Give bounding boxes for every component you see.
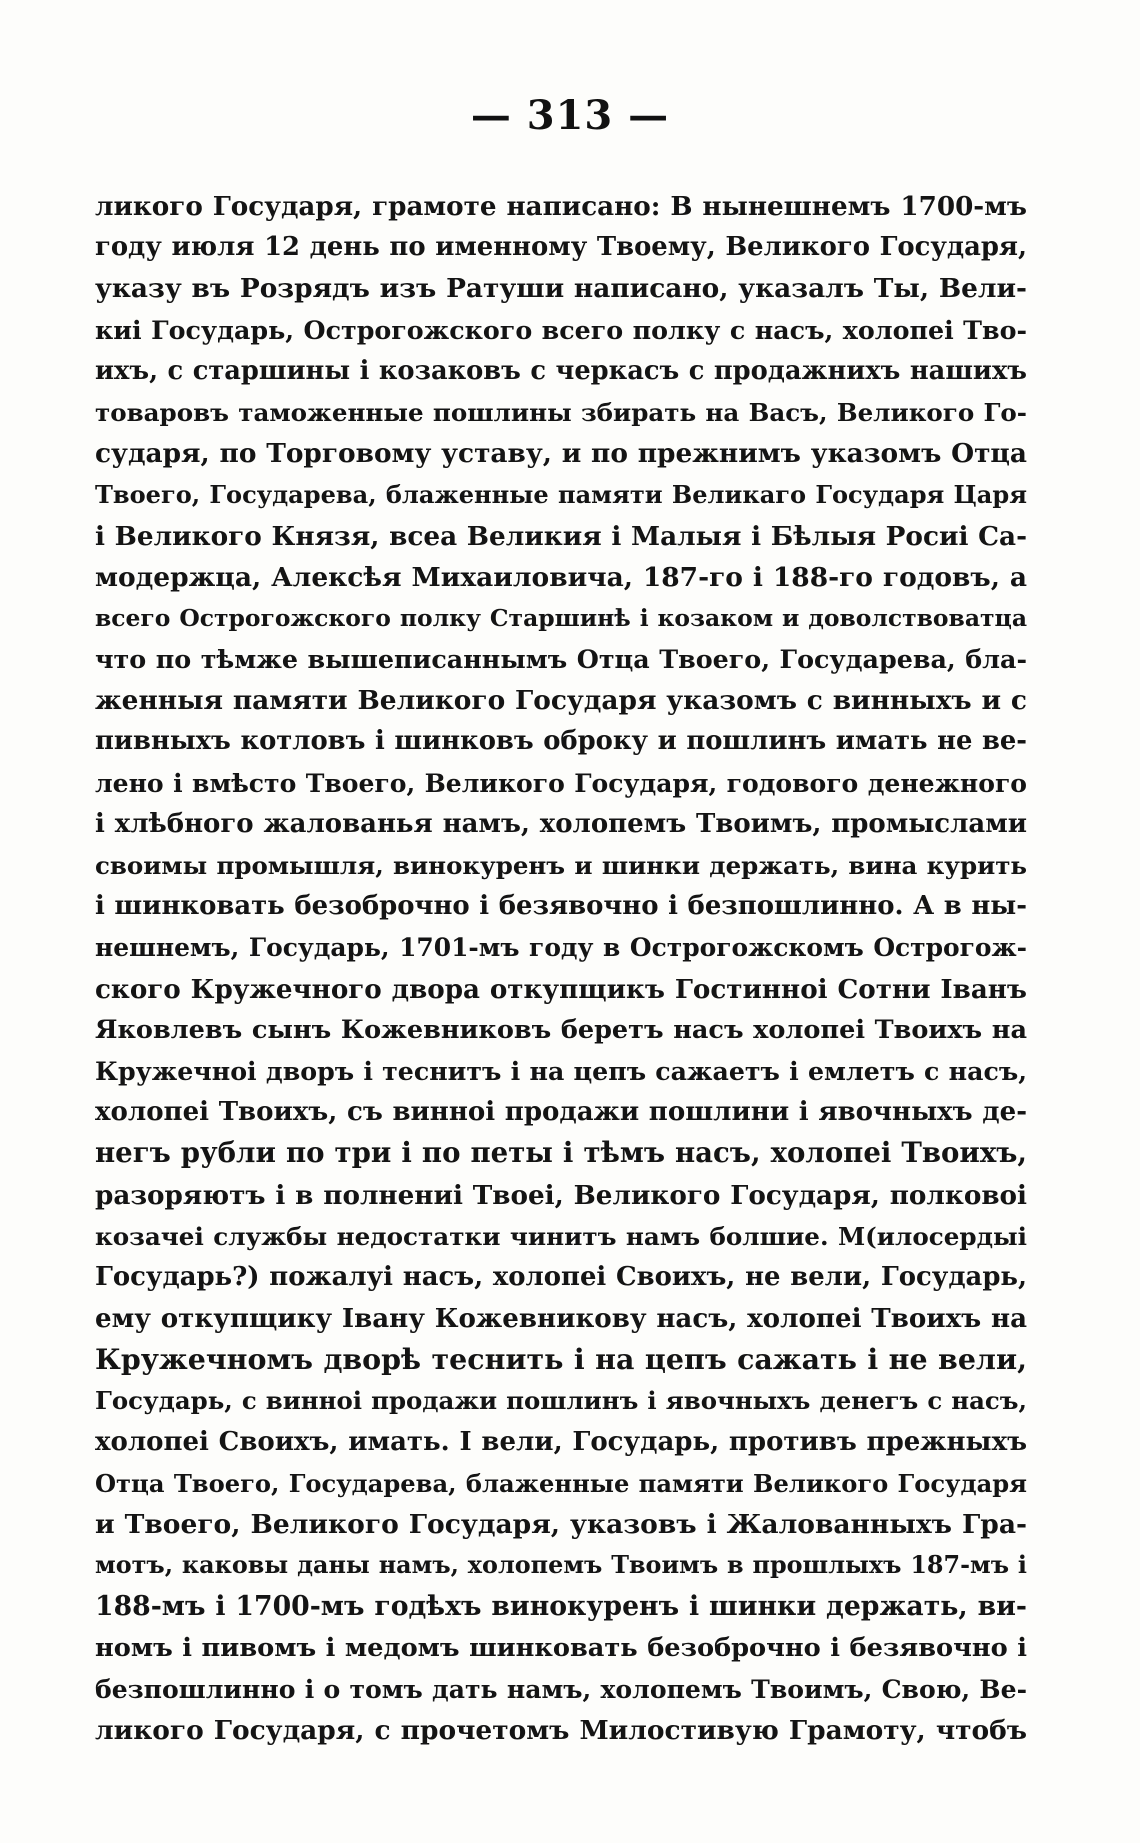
text-line: і шинковать безоброчно і безявочно і безпошлинно. А в ны- — [95, 891, 1027, 922]
text-line: киі Государь, Острогожского всего полку с насъ, холопеі Тво- — [95, 314, 1027, 345]
text-line: ликого Государя, грамоте написано: В нынешнемъ 1700-мъ — [95, 191, 1027, 222]
text-line: Твоего, Государева, блаженные памяти Великаго Государя Царя — [95, 480, 1027, 510]
text-line: ихъ, с старшины і козаковъ с черкасъ с продажнихъ нашихъ — [95, 355, 1027, 386]
text-line: сударя, по Торговому уставу, и по прежнимъ указомъ Отца — [95, 438, 1027, 470]
text-line: ему откупщику Івану Кожевникову насъ, холопеі Твоихъ на — [95, 1303, 1027, 1335]
page-number: — 313 — — [470, 92, 670, 139]
text-line: своимы промышля, винокуренъ и шинки держать, вина курить — [95, 851, 1027, 880]
text-line: холопеі Твоихъ, съ винноі продажи пошлини і явочныхъ де- — [95, 1097, 1027, 1128]
text-line: і хлѣбного жалованья намъ, холопемъ Твоимъ, промыслами — [95, 808, 1027, 839]
text-line: пивныхъ котловъ і шинковъ оброку и пошлинъ имать не ве- — [95, 726, 1027, 757]
text-line: модержца, Алексѣя Михаиловича, 187-го і 188-го годовъ, а — [95, 561, 1027, 593]
text-line: безпошлинно і о томъ дать намъ, холопемъ Твоимъ, Свою, Ве- — [95, 1673, 1027, 1704]
text-line: разоряютъ і в полнениі Твоеі, Великого Государя, полковоі — [95, 1179, 1027, 1211]
text-line: мотъ, каковы даны намъ, холопемъ Твоимъ в прошлыхъ 187-мъ і — [95, 1551, 1027, 1580]
text-line: нешнемъ, Государь, 1701-мъ году в Острогожскомъ Острогож- — [95, 933, 1027, 963]
text-line: указу въ Розрядъ изъ Ратуши написано, указалъ Ты, Вели- — [95, 273, 1027, 305]
text-line: всего Острогожского полку Старшинѣ і козаком и доволствоватца — [95, 603, 1027, 632]
text-line: товаровъ таможенные пошлины збирать на Васъ, Великого Го- — [95, 397, 1027, 427]
text-line: 188-мъ і 1700-мъ годѣхъ винокуренъ і шинки держать, ви- — [95, 1591, 1027, 1623]
text-line: году июля 12 день по именному Твоему, Великого Государя, — [95, 232, 1027, 263]
text-line: лено і вмѣсто Твоего, Великого Государя, годового денежного — [95, 767, 1027, 798]
body-text — [95, 186, 1027, 1751]
text-line: и Твоего, Великого Государя, указовъ і Жалованныхъ Гра- — [95, 1509, 1027, 1540]
text-line: холопеі Своихъ, имать. І вели, Государь, противъ прежныхъ — [95, 1426, 1027, 1457]
text-line: Кружечноі дворъ і теснитъ і на цепъ сажаетъ і емлетъ с насъ, — [95, 1055, 1027, 1086]
text-line: Государь?) пожалуі насъ, холопеі Своихъ, не вели, Государь, — [95, 1261, 1027, 1292]
text-line: номъ і пивомъ і медомъ шинковать безоброчно і безявочно і — [95, 1632, 1027, 1663]
text-line: ского Кружечного двора откупщикъ Гостинноі Сотни Іванъ — [95, 973, 1027, 1005]
text-line: ликого Государя, с прочетомъ Милостивую Грамоту, чтобъ — [95, 1714, 1027, 1746]
text-line: женныя памяти Великого Государя указомъ с винныхъ и с — [95, 685, 1027, 717]
text-line: Яковлевъ сынъ Кожевниковъ беретъ насъ холопеі Твоихъ на — [95, 1014, 1027, 1045]
text-line: Отца Твоего, Государева, блаженные памяти Великого Государя — [95, 1468, 1027, 1498]
text-line: негъ рубли по три і по петы і тѣмъ насъ, холопеі Твоихъ, — [95, 1137, 1027, 1170]
text-line: Кружечномъ дворѣ теснить і на цепъ сажать і не вели, — [95, 1342, 1027, 1377]
text-line: козачеі службы недостатки чинитъ намъ болшие. М(илосердыі — [95, 1221, 1027, 1251]
text-line: Государь, с винноі продажи пошлинъ і явочныхъ денегъ с насъ, — [95, 1386, 1027, 1416]
text-line: і Великого Князя, всеа Великия і Малыя і Бѣлыя Росиі Са- — [95, 520, 1027, 552]
text-line: что по тѣмже вышеписаннымъ Отца Твоего, Государева, бла- — [95, 644, 1027, 675]
